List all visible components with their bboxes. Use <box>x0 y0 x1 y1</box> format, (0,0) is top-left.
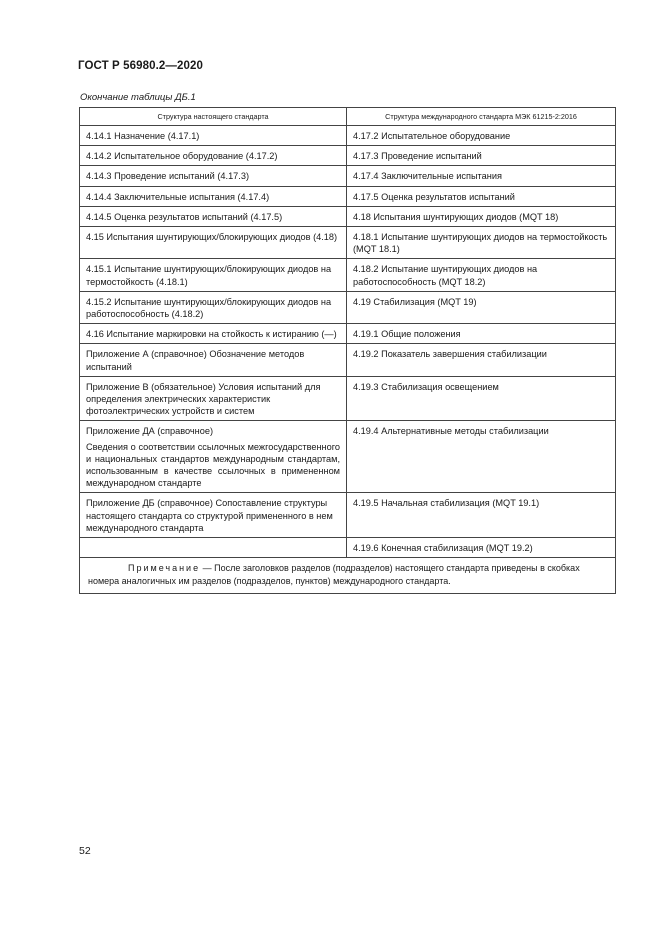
note-label: Примечание <box>128 563 201 574</box>
table-row <box>80 206 616 226</box>
table-cell-right: 4.17.4 Заключительные испытания <box>347 166 616 186</box>
table-cell-left: Приложение ДБ (справочное) Сопоставление структуры настоящего стандарта со структурой примененного в нем международного стандарта <box>80 493 347 538</box>
table-row <box>80 146 616 166</box>
table-cell-left: 4.16 Испытание маркировки на стойкость к истиранию (—) <box>80 324 347 344</box>
table-cell-right: 4.17.5 Оценка результатов испытаний <box>347 186 616 206</box>
appendix-description: Сведения о соответствии ссылочных межгосударственного и национальных стандартов международным стандартам, использованным в качестве ссылочных в примененном международном стандарте <box>86 441 340 489</box>
table-caption: Окончание таблицы ДБ.1 <box>80 92 196 103</box>
table-cell-right: 4.17.2 Испытательное оборудование <box>347 126 616 146</box>
structure-comparison-table <box>79 107 616 594</box>
table-cell-left: Приложение А (справочное) Обозначение методов испытаний <box>80 344 347 376</box>
table-cell-left: Приложение В (обязательное) Условия испытаний для определения электрических характеристик фотоэлектрических устройств и систем <box>80 376 347 421</box>
column-header: Структура международного стандарта МЭК 61215-2:2016 <box>347 108 616 126</box>
table-cell-left: 4.15.1 Испытание шунтирующих/блокирующих диодов на термостойкость (4.18.1) <box>80 259 347 291</box>
table-row <box>80 126 616 146</box>
table-cell-left: 4.14.2 Испытательное оборудование (4.17.2) <box>80 146 347 166</box>
table-row <box>80 376 616 421</box>
table-cell-left <box>80 538 347 558</box>
table-cell-left: 4.15.2 Испытание шунтирующих/блокирующих диодов на работоспособность (4.18.2) <box>80 291 347 323</box>
appendix-title: Приложение ДА (справочное) <box>86 426 214 437</box>
table-note <box>80 558 616 594</box>
note-text: — После заголовков разделов (подразделов) настоящего стандарта приведены в скобках номера аналогичных им разделов (подразделов, пунктов) международного стандарта. <box>88 563 580 587</box>
table-cell-right: 4.19 Стабилизация (MQT 19) <box>347 291 616 323</box>
table-row <box>80 421 616 493</box>
table-cell-left: 4.14.1 Назначение (4.17.1) <box>80 126 347 146</box>
page-number: 52 <box>79 845 91 857</box>
table-row <box>80 493 616 538</box>
table-cell-right: 4.19.6 Конечная стабилизация (MQT 19.2) <box>347 538 616 558</box>
table-note-row <box>80 558 616 594</box>
table-cell-right: 4.19.2 Показатель завершения стабилизации <box>347 344 616 376</box>
table-cell-right: 4.18 Испытания шунтирующих диодов (MQT 18) <box>347 206 616 226</box>
table-row <box>80 291 616 323</box>
table-row <box>80 324 616 344</box>
table-cell-right: 4.19.5 Начальная стабилизация (MQT 19.1) <box>347 493 616 538</box>
table-header-row <box>80 108 616 126</box>
table-cell-left <box>80 421 347 493</box>
table-cell-right: 4.19.4 Альтернативные методы стабилизации <box>347 421 616 493</box>
column-header: Структура настоящего стандарта <box>80 108 347 126</box>
table-cell-right: 4.17.3 Проведение испытаний <box>347 146 616 166</box>
table-row <box>80 538 616 558</box>
table-cell-left: 4.14.3 Проведение испытаний (4.17.3) <box>80 166 347 186</box>
table-cell-right: 4.18.1 Испытание шунтирующих диодов на термостойкость (MQT 18.1) <box>347 227 616 259</box>
table-cell-left: 4.14.4 Заключительные испытания (4.17.4) <box>80 186 347 206</box>
table-cell-left: 4.15 Испытания шунтирующих/блокирующих диодов (4.18) <box>80 227 347 259</box>
document-code: ГОСТ Р 56980.2—2020 <box>78 60 203 72</box>
table-cell-right: 4.19.1 Общие положения <box>347 324 616 344</box>
table-row <box>80 344 616 376</box>
table-cell-right: 4.19.3 Стабилизация освещением <box>347 376 616 421</box>
table-row <box>80 259 616 291</box>
table-cell-left: 4.14.5 Оценка результатов испытаний (4.17.5) <box>80 206 347 226</box>
table-cell-right: 4.18.2 Испытание шунтирующих диодов на работоспособность (MQT 18.2) <box>347 259 616 291</box>
table-row <box>80 186 616 206</box>
table-row <box>80 166 616 186</box>
table-row <box>80 227 616 259</box>
